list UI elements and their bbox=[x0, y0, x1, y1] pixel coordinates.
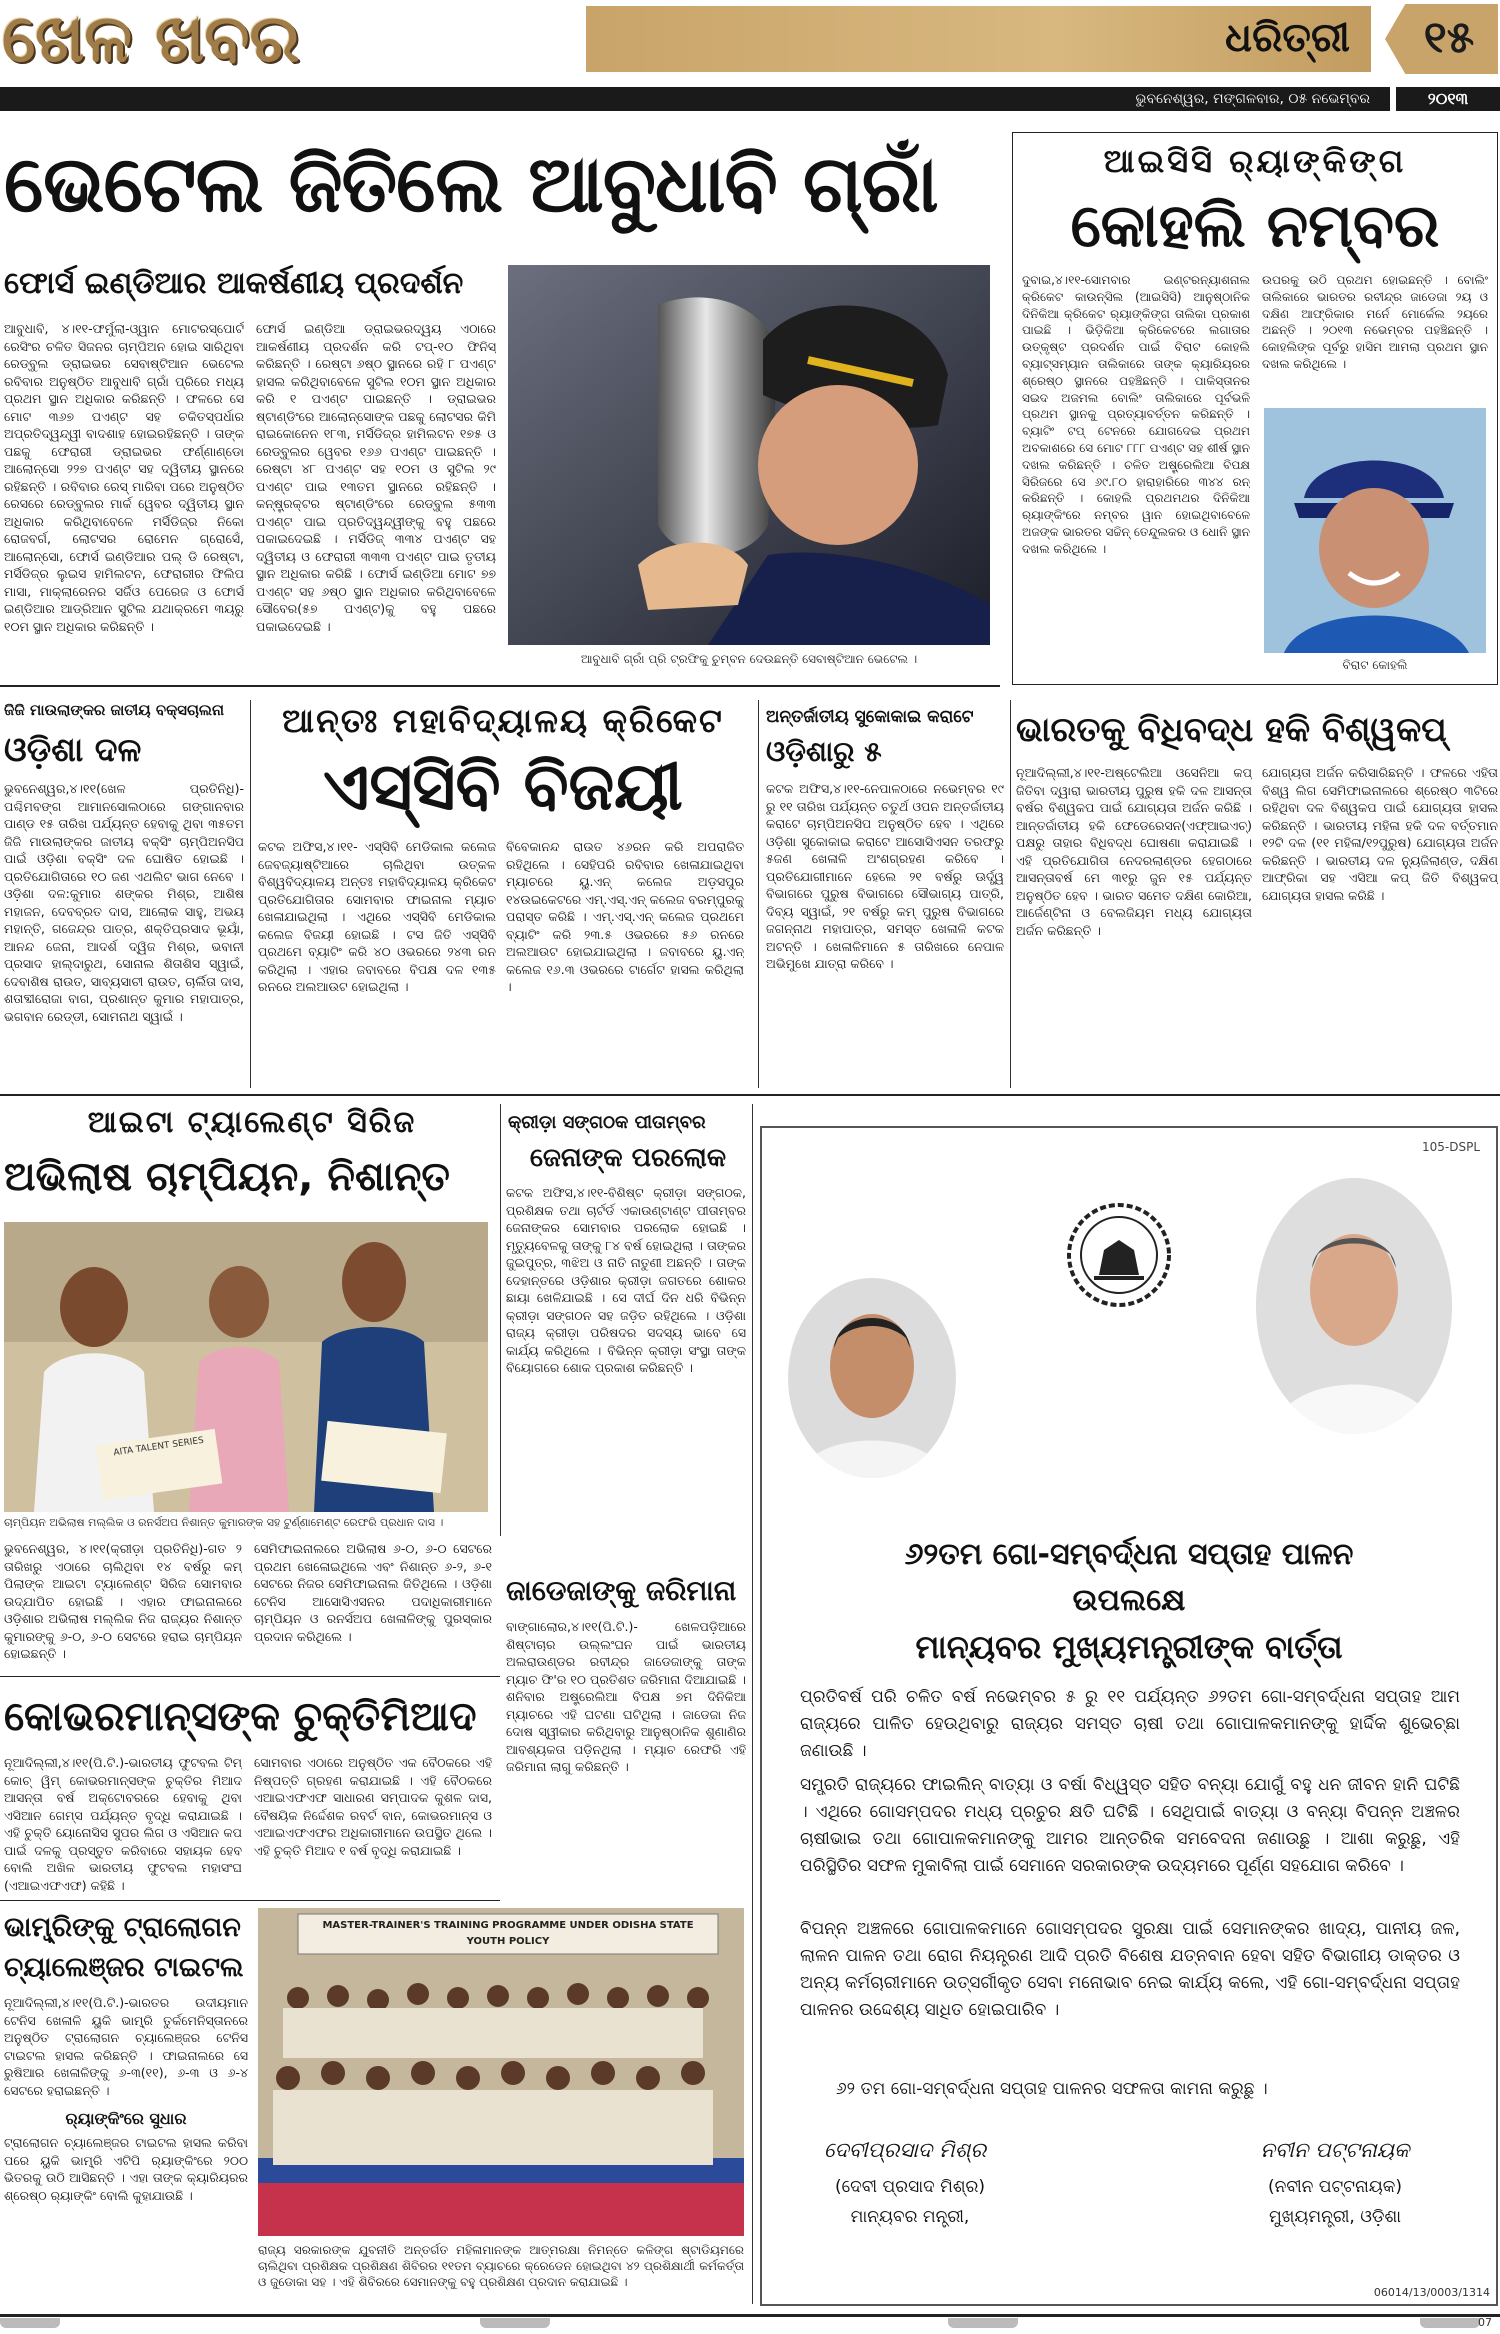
scb-body-left: କଟକ ଅଫିସ,୪।୧୧- ଏସ୍‌ସିବି ମେଡିକାଲ କଲେଜ ଜେବଜ୍ୟାଷ୍ଟିଆରେ ଚାଲିଥିବା ଉତ୍କଳ ବିଶ୍ୱବିଦ୍ୟାଳୟ ଅନ୍ତଃ ମହାବିଦ୍ୟାଳୟ କ୍ରିକେଟ ପ୍ରତିଯୋଗିତାର ସୋମବାର ଫାଇନାଲ ମ୍ୟାଚ ଖେଳାଯାଇଥିଲା । ଏଥିରେ ଏସ୍‌ସିବି ମେଡିକାଲ କଲେଜ ବିଜୟୀ ହୋଇଛି । ଟସ ଜିତି ଏସ୍‌ସିବି ପ୍ରଥମେ ବ୍ୟାଟିଂ କରି ୪୦ ଓଭରରେ ୨୪୩ ରନ କରିଥିଲା । ଏହାର ଜବାବରେ ବିପକ୍ଷ ଦଳ ୧୩୫ ରନରେ ଅଲଆଉଟ ହୋଇଥିଲା । bbox=[258, 839, 496, 994]
talent-kicker: ଆଇଟା ଟ୍ୟାଲେଣ୍ଟ ସିରିଜ bbox=[87, 1105, 417, 1140]
hockey-headline: ଭାରତକୁ ବିଧିବଦ୍ଧ ହକି ବିଶ୍ୱକପ୍ bbox=[1016, 710, 1447, 750]
bhambri-subhead: ର୍‍ୟାଙ୍କିଂରେ ସୁଧାର bbox=[65, 2109, 187, 2128]
bhambri-body: ନୂଆଦିଲ୍ଲୀ,୪।୧୧(ପି.ଟି.)-ଭାରତର ଉଦୀୟମାନ ଟେନିସ ଖେଳାଳି ୟୁକି ଭାମ୍ବ୍ରି ତୁର୍କମେନିସ୍ତାନରେ ଅନୁଷ୍ଠିତ ଟ୍ରାଲୋଗନ ଚ୍ୟାଲେଞ୍ଜର ଟେନିସ ଟାଇଟଲ ହାସଲ କରିଛନ୍ତି । ଫାଇନାଲରେ ସେ ରୁଷିଆର ଖେଳାଳିଙ୍କୁ ୬-୩(୧୧), ୬-୩ ଓ ୬-୪ ସେଟରେ ହରାଇଛନ୍ତି । bbox=[4, 1995, 248, 2098]
ad-sig-right-name: (ନବୀନ ପଟ୍ଟନାୟକ) bbox=[1268, 2177, 1402, 2197]
sports-org-kicker: କ୍ରୀଡ଼ା ସଙ୍ଗଠକ ପୀତାମ୍ବର bbox=[508, 1112, 706, 1133]
ad-para1: ପ୍ରତିବର୍ଷ ପରି ଚଳିତ ବର୍ଷ ନଭେମ୍ବର ୫ ରୁ ୧୧ ପର୍ଯ୍ୟନ୍ତ ୬୨ତମ ଗୋ-ସମ୍ବର୍ଦ୍ଧନା ସପ୍ତାହ ଆମ ରାଜ୍ୟରେ ପାଳିତ ହେଉଥିବାରୁ ରାଜ୍ୟର ସମସ୍ତ ଚାଷୀ ତଥା ଗୋପାଳକମାନଙ୍କୁ ହାର୍ଦ୍ଦିକ ଶୁଭେଚ୍ଛା ଜଣାଉଛି । bbox=[800, 1687, 1460, 1761]
talent-photo-caption: ଚାମ୍ପିୟନ ଅଭିଲାଷ ମଲ୍ଲିକ ଓ ରନର୍ସଅପ ନିଶାନ୍ତ କୁମାରଙ୍କ ସହ ଟୁର୍ଣ୍ଣାମେଣ୍ଟ ରେଫରି ପ୍ରଧାନ ଦାସ । bbox=[4, 1516, 444, 1529]
ad-footer-code: 06014/13/0003/1314 bbox=[1373, 2286, 1490, 2299]
paper-name: ଧରିତ୍ରୀ bbox=[1225, 14, 1350, 61]
year: ୨୦୧୩ bbox=[1427, 89, 1469, 108]
odisha-team-kicker: ଜିଜି ମାଉଲାଙ୍କର ଜାତୀୟ ବକ୍ସଚାଲନା bbox=[4, 701, 225, 719]
ad-sig-left-name: (ଦେବୀ ପ୍ରସାଦ ମିଶ୍ର) bbox=[834, 2177, 986, 2197]
sports-org-body: କଟକ ଅଫିସ,୪।୧୧-ବିଶିଷ୍ଟ କ୍ରୀଡ଼ା ସଙ୍ଗଠକ, ପ୍ରଶିକ୍ଷକ ତଥା ଚାର୍ଟର୍ଡ ଏକାଉଣ୍ଟାଣ୍ଟ ପୀତାମ୍ବର ଜେନାଙ୍କର ସୋମବାର ପରଲୋକ ହୋଇଛି । ମୃତ୍ୟୁବେଳକୁ ତାଙ୍କୁ ୮୪ ବର୍ଷ ହୋଇଥିଲା । ତାଙ୍କର ଜୁଇପୁତ୍ର, ୩ଝିଅ ଓ ନାତି ନାତୁଣୀ ଅଛନ୍ତି । ତାଙ୍କ ଦେହାନ୍ତରେ ଓଡ଼ିଶାର କ୍ରୀଡ଼ା ଜଗତରେ ଶୋକର ଛାୟା ଖେଳିଯାଇଛି । ସେ ଦୀର୍ଘ ଦିନ ଧରି ବିଭିନ୍ନ କ୍ରୀଡ଼ା ସଙ୍ଗଠନ ସହ ଜଡ଼ିତ ରହିଥିଲେ । ଓଡ଼ିଶା ରାଜ୍ୟ କ୍ରୀଡ଼ା ପରିଷଦର ସଦସ୍ୟ ଭାବେ ସେ କାର୍ଯ୍ୟ କରିଥିଲେ । ବିଭିନ୍ନ କ୍ରୀଡ଼ା ସଂସ୍ଥା ତାଙ୍କ ବିୟୋଗରେ ଶୋକ ପ୍ରକାଶ କରିଛନ୍ତି । bbox=[506, 1185, 746, 1375]
rule-v3 bbox=[1010, 700, 1011, 1088]
ad-line2: ଉପଲକ୍ଷେ bbox=[1072, 1583, 1186, 1618]
ad-emblem bbox=[1064, 1200, 1174, 1310]
footer-page-mark: 07 bbox=[1478, 2316, 1492, 2329]
kohli-body-right: ଉପରକୁ ଉଠି ପ୍ରଥମ ହୋଇଛନ୍ତି । ବୋଲିଂ ତାଲିକାରେ ଭାରତର ରବୀନ୍ଦ୍ର ଜାଡେଜା ୨ୟ ଓ ଦକ୍ଷିଣ ଆଫ୍ରିକାର ମର୍ନେ ମୋର୍କେଲ ୨ୟରେ ଅଛନ୍ତି । ୨୦୧୩ ନଭେମ୍ବର ପହଞ୍ଚିଛନ୍ତି । କୋହଲିଙ୍କ ପୂର୍ବରୁ ହାସିମ ଆମଲା ପ୍ରଥମ ସ୍ଥାନ ଦଖଲ କରିଥିଲେ । bbox=[1262, 273, 1488, 371]
jadeja-headline: ଜାଡେଜାଙ୍କୁ ଜରିମାନା bbox=[506, 1574, 737, 1607]
bhambri-headline-1: ଭାମ୍ବ୍ରିଙ୍କୁ ଟ୍ରାଲୋଗନ bbox=[4, 1912, 241, 1943]
training-photo bbox=[258, 1908, 744, 2236]
hockey-body-left: ନୂଆଦିଲ୍ଲୀ,୪।୧୧-ଅଷ୍ଟେଲିଆ ଓସେନିଆ କପ୍ ଜିତିବା ଦ୍ୱାରା ଭାରତୀୟ ପୁରୁଷ ହକି ଦଳ ଆସନ୍ତା ବର୍ଷର ବିଶ୍ୱକପ ପାଇଁ ଯୋଗ୍ୟତା ଅର୍ଜନ କରିଛି । ଆନ୍ତର୍ଜାତୀୟ ହକି ଫେଡେରେସନ(ଏଫ୍‌ଆଇଏଚ୍) ପକ୍ଷରୁ ତାହାର ବିଧିବଦ୍ଧ ଘୋଷଣା କରାଯାଇଛି । ଏହି ପ୍ରତିଯୋଗିତା ନେଦରଲାଣ୍ଡର ହେଗଠାରେ ଆସନ୍ତାବର୍ଷ ମେ ୩୧ରୁ ଜୁନ ୧୫ ପର୍ଯ୍ୟନ୍ତ ଅନୁଷ୍ଠିତ ହେବ । ଭାରତ ସମେତ ଦକ୍ଷିଣ କୋରିଆ, ଆର୍ଜେଣ୍ଟିନା ଓ ବେଲଜିୟମ ମଧ୍ୟ ଯୋଗ୍ୟତା ଅର୍ଜନ କରିଛନ୍ତି । bbox=[1016, 765, 1252, 938]
kohli-headline: କୋହଲି ନମ୍ବର bbox=[1070, 191, 1440, 261]
karate-body: କଟକ ଅଫିସ,୪।୧୧-ନେପାଳଠାରେ ନଭେମ୍ବର ୧୯ ରୁ ୧୧ ତାରିଖ ପର୍ଯ୍ୟନ୍ତ ଚତୁର୍ଥ ଓପନ ଅନ୍ତର୍ଜାତୀୟ କରାଟେ ଚାମ୍ପିଅନସିପ ଅନୁଷ୍ଠିତ ହେବ । ଏଥିରେ ଓଡ଼ିଶା ସୁକୋକାଇ କରାଟେ ଆସୋସିଏସନ ତରଫରୁ ୫ଜଣ ଖେଳାଳି ଅଂଶଗ୍ରହଣ କରିବେ । ପ୍ରତିଯୋଗୀମାନେ ହେଲେ ୨୧ ବର୍ଷରୁ ଊର୍ଦ୍ଧ୍ୱ ବିଭାଗରେ ପୁରୁଷ ବିଭାଗରେ ସୌଭାଗ୍ୟ ପାତ୍ରି, ଦିବ୍ୟ ସ୍ୱାଇଁ, ୨୧ ବର୍ଷରୁ କମ୍ ପୁରୁଷ ବିଭାଗରେ ଜଗନ୍ନାଥ ମହାପାତ୍ର, ସମସ୍ତ ଖେଳାଳି କଟକ ଅଟନ୍ତି । ଖେଳାଳିମାନେ ୫ ତାରିଖରେ ନେପାଳ ଅଭିମୁଖେ ଯାତ୍ରା କରିବେ । bbox=[766, 781, 1004, 971]
vettel-photo-svg bbox=[508, 265, 990, 645]
ad-photo-left-svg bbox=[788, 1278, 956, 1478]
scb-headline: ଏସ୍‌ସିବି ବିଜୟୀ bbox=[323, 748, 683, 825]
footer-tab-4 bbox=[1420, 2318, 1480, 2328]
training-photo-svg bbox=[258, 1908, 744, 2236]
talent-certificate-text: AITA TALENT SERIES bbox=[112, 1435, 205, 1459]
kohli-photo-svg bbox=[1264, 408, 1486, 653]
section-title bbox=[2, 0, 562, 78]
ad-photo-right bbox=[1256, 1178, 1452, 1434]
footer-tab-3 bbox=[948, 2318, 1018, 2328]
kohli-kicker: ଆଇସିସି ର୍‍ୟାଙ୍କିଙ୍ଗ bbox=[1103, 142, 1407, 180]
karate-kicker: ଅନ୍ତର୍ଜାତୀୟ ସୁକୋକାଇ କରାଟେ bbox=[766, 707, 974, 727]
talent-photo-svg bbox=[4, 1222, 488, 1512]
rule-vettel-bottom bbox=[0, 685, 1000, 687]
rule-v4 bbox=[500, 1104, 501, 1536]
bhambri-headline-2: ଚ୍ୟାଲେଞ୍ଜର ଟାଇଟଲ bbox=[4, 1952, 244, 1983]
goberman-body-right: ସୋମବାର ଏଠାରେ ଅନୁଷ୍ଠିତ ଏକ ବୈଠକରେ ଏହି ନିଷ୍ପତ୍ତି ଗ୍ରହଣ କରାଯାଇଛି । ଏହି ବୈଠକରେ ଏଆଇଏଫଏଫ ସାଧାରଣ ସମ୍ପାଦକ କୁଶଳ ଦାସ, ବୈଷୟିକ ନିର୍ଦ୍ଦେଶକ ରବର୍ଟ ବାନ, କୋଭରମାନ୍ସ ଓ ଏଆଇଏଫଏଫର ଅଧିକାରୀମାନେ ଉପସ୍ଥିତ ଥିଲେ । ଏହି ଚୁକ୍ତି ମିଆଦ ୧ ବର୍ଷ ବୃଦ୍ଧି କରାଯାଇଛି । bbox=[254, 1755, 492, 1858]
odisha-emblem-icon bbox=[1064, 1200, 1174, 1310]
kohli-photo bbox=[1264, 408, 1486, 653]
ad-photo-right-svg bbox=[1256, 1178, 1452, 1434]
ad-para3: ବିପନ୍ନ ଅଞ୍ଚଳରେ ଗୋପାଳକମାନେ ଗୋସମ୍ପଦର ସୁରକ୍ଷା ପାଇଁ ସେମାନଙ୍କର ଖାଦ୍ୟ, ପାନୀୟ ଜଳ, ଲାଳନ ପାଳନ ତଥା ରୋଗ ନିୟନ୍ତ୍ରଣ ଆଦି ପ୍ରତି ବିଶେଷ ଯତ୍ନବାନ ହେବା ସହିତ ବିଭାଗୀୟ ଡାକ୍ତର ଓ ଅନ୍ୟ କର୍ମଚାରୀମାନେ ଉତ୍ସର୍ଗୀକୃତ ସେବା ମନୋଭାବ ନେଇ କାର୍ଯ୍ୟ କଲେ, ଏହି ଗୋ-ସମ୍ବର୍ଦ୍ଧନା ସପ୍ତାହ ପାଳନର ଉଦ୍ଦେଶ୍ୟ ସାଧିତ ହୋଇପାରିବ । bbox=[800, 1919, 1460, 2020]
bhambri-body2: ଟ୍ରାଲୋଗନ ଚ୍ୟାଲେଞ୍ଜର ଟାଇଟଲ ହାସଲ କରିବା ପରେ ୟୁକି ଭାମ୍ବ୍ରି ଏଟିପି ର୍‍ୟାଙ୍କିଂରେ ୨୦୦ ଭିତରକୁ ଉଠି ଆସିଛନ୍ତି । ଏହା ତାଙ୍କ କ୍ୟାରିୟରର ଶ୍ରେଷ୍ଠ ର୍‍ୟାଙ୍କିଂ ବୋଲି କୁହାଯାଉଛି । bbox=[4, 2135, 248, 2203]
ad-para2: ସମ୍ପ୍ରତି ରାଜ୍ୟରେ ଫାଇଲିନ୍ ବାତ୍ୟା ଓ ବର୍ଷା ବିଧ୍ୱସ୍ତ ସହିତ ବନ୍ୟା ଯୋଗୁଁ ବହୁ ଧନ ଜୀବନ ହାନି ଘଟିଛି । ଏଥିରେ ଗୋସମ୍ପଦର ମଧ୍ୟ ପ୍ରଚୁର କ୍ଷତି ଘଟିଛି । ସେଥିପାଇଁ ବାତ୍ୟା ଓ ବନ୍ୟା ବିପନ୍ନ ଅଞ୍ଚଳର ଚାଷୀଭାଇ ତଥା ଗୋପାଳକମାନଙ୍କୁ ଆମର ଆନ୍ତରିକ ସମବେଦନା ଜଣାଉଛୁ । ଆଶା କରୁଛୁ, ଏହି ପରିସ୍ଥିତିର ସଫଳ ମୁକାବିଲା ପାଇଁ ସେମାନେ ସରକାରଙ୍କ ଉଦ୍ୟମରେ ପୂର୍ଣ୍ଣ ସହଯୋଗ କରିବେ । bbox=[800, 1775, 1460, 1876]
ad-photo-left bbox=[788, 1278, 956, 1478]
ad-signature-right: ନବୀନ ପଟ୍ଟନାୟକ bbox=[1260, 2138, 1410, 2162]
kohli-photo-caption: ବିରାଟ କୋହଲି bbox=[1342, 658, 1408, 672]
vettel-photo bbox=[508, 265, 990, 645]
sports-org-headline: ଜେନାଙ୍କ ପରଲୋକ bbox=[529, 1143, 727, 1173]
training-banner: MASTER-TRAINER'S TRAINING PROGRAMME UNDER ODISHA STATE YOUTH POLICY bbox=[322, 1920, 694, 1947]
training-caption: ରାଜ୍ୟ ସରକାରଙ୍କ ଯୁବନୀତି ଅନ୍ତର୍ଗତ ମହିଳାମାନଙ୍କ ଆତ୍ମରକ୍ଷା ନିମନ୍ତେ କଳିଙ୍ଗ ଷ୍ଟାଡିୟମରେ ଚାଲିଥିବା ପ୍ରଶିକ୍ଷକ ପ୍ରଶିକ୍ଷଣ ଶିବିରର ୧୧ତମ ବ୍ୟାଚରେ କ୍ରେଡେନ ହୋଇଥିବା ୪୨ ପ୍ରଶିକ୍ଷାର୍ଥୀ କର୍ମକର୍ତ୍ତା ଓ ଜୁଡୋକା ସହ । ଏହି ଶିବିରରେ ସେମାନଙ୍କୁ ବହୁ ପ୍ରଶିକ୍ଷଣ ପ୍ରଦାନ କରାଯାଇଛି । bbox=[258, 2243, 744, 2289]
rule-goberman-bottom bbox=[0, 1900, 500, 1901]
dateline: ଭୁବନେଶ୍ୱର, ମଙ୍ଗଳବାର, ୦୫ ନଭେମ୍ବର bbox=[1135, 91, 1370, 107]
ad-line1: ୬୨ତମ ଗୋ-ସମ୍ବର୍ଦ୍ଧନା ସପ୍ତାହ ପାଳନ bbox=[904, 1537, 1354, 1572]
scb-kicker: ଆନ୍ତଃ ମହାବିଦ୍ୟାଳୟ କ୍ରିକେଟ bbox=[282, 701, 724, 740]
rule-v5 bbox=[752, 1104, 753, 2304]
talent-body-left: ଭୁବନେଶ୍ୱର, ୪।୧୧(କ୍ରୀଡ଼ା ପ୍ରତିନିଧି)-ଗତ ୨ ତାରିଖରୁ ଏଠାରେ ଚାଲିଥିବା ୧୪ ବର୍ଷରୁ କମ୍ ପିଲାଙ୍କ ଆଇଟା ଟ୍ୟାଲେଣ୍ଟ ସିରିଜ ସୋମବାର ଉଦ୍‌ଯାପିତ ହୋଇଛି । ଏହାର ଫାଇନାଲରେ ଓଡ଼ିଶାର ଅଭିଲାଷ ମଲ୍ଲିକ ନିଜ ରାଜ୍ୟର ନିଶାନ୍ତ କୁମାରଙ୍କୁ ୬-୦, ୬-୦ ସେଟରେ ହରାଇ ଚାମ୍ପିୟନ ହୋଇଛନ୍ତି । bbox=[4, 1541, 242, 1661]
rule-v2 bbox=[758, 700, 759, 1088]
goberman-headline: କୋଭରମାନ୍ସଙ୍କ ଚୁକ୍ତିମିଆଦ bbox=[4, 1694, 477, 1740]
vettel-photo-caption: ଆବୁଧାବି ଗ୍ରାଁ ପ୍ରି ଟ୍ରଫିକୁ ଚୁମ୍ବନ ଦେଉଛନ୍ତି ସେବାଷ୍ଟିଆନ ଭେଟେଲ । bbox=[580, 652, 918, 666]
rule-footer bbox=[0, 2314, 1500, 2317]
rule-row2-bottom bbox=[0, 1094, 1500, 1096]
odisha-team-body: ଭୁବନେଶ୍ୱର,୪।୧୧(ଖେଳ ପ୍ରତିନିଧି)- ପଶ୍ଚିମବଙ୍ଗ ଆମାନସୋଲଠାରେ ଗଙ୍ଗାନବାର ପାଣ୍ଡ ୧୫ ତାରିଖ ପର୍ଯ୍ୟନ୍ତ ହେବାକୁ ଥିବା ୩୫ତମ ଜିଜି ମାଉଲାଙ୍କର ଜାତୀୟ ବକ୍ସିଂ ଚାମ୍ପିଅନସିପ ପାଇଁ ଓଡ଼ିଶା ବକ୍ସିଂ ଦଳ ଘୋଷିତ ହୋଇଛି । ପ୍ରତିଯୋଗିତାରେ ୧୦ ଜଣ ଏଥଲିଟ ଭାଗ ନେବେ । ଓଡ଼ିଶା ଦଳ:କୁମାର ଶଙ୍କର ମିଶ୍ର, ଆଶିଷ ମହାଜନ, ଦେବବ୍ରତ ଦାସ, ଆଲୋକ ସାହୁ, ଅଭୟ ମହାନ୍ତି, ଗଜେନ୍ଦ୍ର ପାତ୍ର, ଶକ୍ତିପ୍ରସାଦ ଭୂୟାଁ, ଆନନ୍ଦ ଜେନା, ଆଦର୍ଶ ଦ୍ୱିଜ ମିଶ୍ର, ଭବାନୀ ପ୍ରସାଦ ହାଲ୍ଦାରୁଥ, ସୋନାଲ ଶିତାଶିସ ସ୍ୱାଇଁ, ଦେବାଶିଷ ରାଉତ, ସାବ୍ୟସାଚୀ ରାଉତ, ଚାର୍ଲିତା ଦାସ, ଶତାବ୍ଦୀରୋଜା ବାଗ, ପ୍ରଶାନ୍ତ କୁମାର ମହାପାତ୍ର, ଭଗବାନ ରେଡ୍ଡୀ, ସୋମନାଥ ସ୍ୱାଇଁ । bbox=[4, 781, 244, 1024]
ad-sig-left-title: ମାନ୍ୟବର ମନ୍ତ୍ରୀ, bbox=[850, 2207, 970, 2227]
vettel-subhead: ଫୋର୍ସ ଇଣ୍ଡିଆର ଆକର୍ଷଣୀୟ ପ୍ରଦର୍ଶନ bbox=[4, 266, 464, 301]
ad-para4: ୬୨ ତମ ଗୋ-ସମ୍ବର୍ଦ୍ଧନା ସପ୍ତାହ ପାଳନର ସଫଳତା କାମନା କରୁଛୁ । bbox=[836, 2079, 1268, 2099]
vettel-body-right: ଫୋର୍ସ ଇଣ୍ଡିଆ ଡ୍ରାଇଭରଦ୍ୱୟ ଏଠାରେ ଆକର୍ଷଣୀୟ ପ୍ରଦର୍ଶନ କରି ଟପ୍-୧୦ ଫିନିସ୍ କରିଛନ୍ତି । ରେଷ୍ଟା ୬ଷ୍ଠ ସ୍ଥାନରେ ରହି ୮ ପଏଣ୍ଟ ହାସଲ କରିଥିବାବେଳେ ସୁଟିଲ ୧୦ମ ସ୍ଥାନ ଅଧିକାର କରି ୧ ପଏଣ୍ଟ ପାଇଛନ୍ତି । ଡ୍ରାଇଭର ଷ୍ଟାଣ୍ଡିଂରେ ଆଲୋନ୍ସୋଙ୍କ ପଛକୁ ଲୋଟସର କିମି ରାଇକୋନେନ ୧୮୩, ମର୍ସିଡିଜ୍‌ର ହାମିଲଟନ ୧୭୫ ଓ ରେଡ୍‌ବୁଲର ୱେବର ୧୬୬ ପଏଣ୍ଟ ପାଇଛନ୍ତି । ରେଷ୍ଟା ୪୮ ପଏଣ୍ଟ ସହ ୧୦ମ ଓ ସୁଟିଲ ୨୯ ପଏଣ୍ଟ ପାଇ ୧୩ତମ ସ୍ଥାନରେ ରହିଛନ୍ତି । କନ୍‌ଷ୍ଟ୍ରକ୍‌ଟର ଷ୍ଟାଣ୍ଡିଂରେ ରେଡ୍‌ବୁଲ ୫୩୩ ପଏଣ୍ଟ ପାଇ ପ୍ରତିଦ୍ୱନ୍ଦ୍ୱୀଙ୍କୁ ବହୁ ପଛରେ ପକାଇଦେଇଛି । ମର୍ସିଡିଜ୍ ୩୩୪ ପଏଣ୍ଟ ସହ ଦ୍ୱିତୀୟ ଓ ଫେରାରୀ ୩୩୩ ପଏଣ୍ଟ ପାଇ ତୃତୀୟ ସ୍ଥାନ ଅଧିକାର କରିଛି । ଫୋର୍ସ ଇଣ୍ଡିଆ ମୋଟ ୭୭ ପଏଣ୍ଟ ସହ ୬ଷ୍ଠ ସ୍ଥାନ ଅଧିକାର କରିଥିବାବେଳେ ସୌବେର(୫୭ ପଏଣ୍ଟ)କୁ ବହୁ ପଛରେ ପକାଇଦେଇଛି । bbox=[256, 321, 496, 634]
talent-photo bbox=[4, 1222, 488, 1512]
scb-body-right: ବିବେକାନନ୍ଦ ରାଉତ ୪୬ରନ କରି ଅପରାଜିତ ରହିଥିଲେ । ସେହିପରି ରବିବାର ଖେଳାଯାଇଥିବା ମ୍ୟାଚରେ ୟୁ.ଏନ୍ କଲେଜ ଅଡ଼ସପୁର ୧୪ଉଇକେଟରେ ଏମ୍.ଏସ୍.ଏନ୍ କଲେଜ ବରମ୍ପୁରକୁ ପରାସ୍ତ କରିଛି । ଏମ୍.ଏସ୍.ଏନ୍ କଲେଜ ପ୍ରଥମେ ବ୍ୟାଟିଂ କରି ୨୩.୫ ଓଭରରେ ୫୬ ରନରେ ଅଲଆଉଟ ହୋଇଯାଇଥିଲା । ଜବାବରେ ୟୁ.ଏନ୍ କଲେଜ ୧୬.୩ ଓଭରରେ ଟାର୍ଗେଟ ହାସଲ କରିଥିଲା । bbox=[506, 839, 744, 994]
talent-headline: ଅଭିଲାଷ ଚାମ୍ପିୟନ, ନିଶାନ୍ତ bbox=[4, 1154, 450, 1200]
page-number: ୧୫ bbox=[1423, 12, 1475, 63]
talent-body-right: ସେମିଫାଇନାଲରେ ଅଭିଲାଷ ୬-୦, ୬-୦ ସେଟରେ ପ୍ରଥମ ଖେଳୋଇଥିଲେ ଏବଂ ନିଶାନ୍ତ ୬-୨, ୬-୧ ସେଟରେ ନିଜର ସେମିଫାଇନାଲ ଜିତିଥିଲେ । ଓଡ଼ିଶା ଟେନିସ ଆସୋସିଏସନର ପଦାଧିକାରୀମାନେ ଚାମ୍ପିୟନ ଓ ରନର୍ସଅପ ଖେଳାଳିଙ୍କୁ ପୁରସ୍କାର ପ୍ରଦାନ କରିଥିଲେ । bbox=[254, 1541, 492, 1644]
footer-tab-1 bbox=[0, 2318, 60, 2328]
ad-signature-left: ଦେବୀପ୍ରସାଦ ମିଶ୍ର bbox=[823, 2138, 987, 2162]
hockey-body-right: ଯୋଗ୍ୟତା ଅର୍ଜନ କରିସାରିଛନ୍ତି । ଫଳରେ ଏହିତା ବିଶ୍ୱ ଲିଗ ସେମିଫାଇନାଲରେ ଶ୍ରେଷ୍ଠ ୩ଟିରେ ରହିଥିବା ଦଳ ବିଶ୍ୱକପ ପାଇଁ ଯୋଗ୍ୟତା ହାସଲ କରିଛନ୍ତି । ଭାରତୀୟ ମହିଳା ହକି ଦଳ ବର୍ତ୍ତମାନ ୧୨ଟି ଦଳ (୧୧ ମହିଳା/୧୨ପୁରୁଷ) ଯୋଗ୍ୟତା ଅର୍ଜନ କରିଛନ୍ତି । ଭାରତୀୟ ଦଳ ନ୍ୟୁଜିଲାଣ୍ଡ, ଦକ୍ଷିଣ ଆଫ୍ରିକା ସହ ଏସିଆ କପ୍ ଜିତି ବିଶ୍ୱକପ୍ ଯୋଗ୍ୟତା ହାସଲ କରିଛି । bbox=[1262, 765, 1498, 903]
footer-tab-2 bbox=[480, 2318, 550, 2328]
karate-headline: ଓଡ଼ିଶାରୁ ୫ bbox=[766, 735, 882, 768]
kohli-body-left: ଦୁବାଇ,୪।୧୧-ସୋମବାର ଇଣ୍ଟରନ୍ୟାଶନାଲ କ୍ରିକେଟ କାଉନ୍‌ସିଲ (ଆଇସିସି) ଆନୁଷ୍ଠାନିକ ଦିନିକିଆ କ୍ରିକେଟ ର୍‍ୟାଙ୍କିଙ୍ଗ ତାଲିକା ପ୍ରକାଶ ପାଇଛି । ଭିଡ଼ିକିଆ କ୍ରିକେଟରେ ଲଗାତାର ଉତ୍କୃଷ୍ଟ ପ୍ରଦର୍ଶନ ପାଇଁ ବିରାଟ କୋହଲି ବ୍ୟାଟ୍‌ସମ୍ୟାନ ତାଲିକାରେ ତାଙ୍କ କ୍ୟାରିୟରର ଶ୍ରେଷ୍ଠ ସ୍ଥାନରେ ପହଞ୍ଚିଛନ୍ତି । ପାକିସ୍ତାନର ସଇଦ ଅଜମଲ ବୋଲିଂ ତାଲିକାରେ ପୂର୍ବଭଳି ପ୍ରଥମ ସ୍ଥାନକୁ ପ୍ରତ୍ୟାବର୍ତ୍ତନ କରିଛନ୍ତି । ବ୍ୟାଟିଂ ଟପ୍ ଟେନରେ ଯୋଗଦେଇ ପ୍ରଥମ ଅବକାଶରେ ସେ ମୋଟ ୮୮୮ ପଏଣ୍ଟ ସହ ଶୀର୍ଷ ସ୍ଥାନ ଦଖଲ କରିଛନ୍ତି । ଚଳିତ ଅଷ୍ଟ୍ରେଲିଆ ବିପକ୍ଷ ସିରିଜରେ ସେ ୬୯.୮୦ ହାରାହାରିରେ ୩୪୪ ରନ୍ କରିଛନ୍ତି । କୋହଲି ପ୍ରଥମଥର ଦିନିକିଆ ର୍‍ୟାଙ୍କିଂରେ ନମ୍ବର ୱାନ ହୋଇଥିବାବେଳେ ଅଜଙ୍କ ଭାରତର ସଚ୍ଚିନ୍ ତେନ୍ଦୁଲକର ଓ ଧୋନି ସ୍ଥାନ ଦଖଲ କରିଥିଲେ । bbox=[1022, 273, 1250, 556]
ad-line3: ମାନ୍ୟବର ମୁଖ୍ୟମନ୍ତ୍ରୀଙ୍କ ବାର୍ତ୍ତା bbox=[915, 1628, 1343, 1666]
rule-v1 bbox=[250, 700, 251, 1088]
jadeja-body: ବାଙ୍ଗାଲୋର,୪।୧୧(ପି.ଟି.)- ଖେଳପଡ଼ିଆରେ ଶିଷ୍ଟାଚାର ଉଲ୍ଲଂଘନ ପାଇଁ ଭାରତୀୟ ଅଲରାଉଣ୍ଡର ରବୀନ୍ଦ୍ର ଜାଡେଜାଙ୍କୁ ତାଙ୍କ ମ୍ୟାଚ ଫି'ର ୧୦ ପ୍ରତିଶତ ଜରିମାନା ଦିଆଯାଇଛି । ଶନିବାର ଅଷ୍ଟ୍ରେଲିଆ ବିପକ୍ଷ ୭ମ ଦିନିକିଆ ମ୍ୟାଚରେ ଏହି ଘଟଣା ଘଟିଥିଲା । ଜାଡେଜା ନିଜ ଦୋଷ ସ୍ୱୀକାର କରିଥିବାରୁ ଆନୁଷ୍ଠାନିକ ଶୁଣାଣିର ଆବଶ୍ୟକତା ପଡ଼ିନଥିଲା । ମ୍ୟାଚ ରେଫରି ଏହି ଜରିମାନା ଲାଗୁ କରିଛନ୍ତି । bbox=[506, 1619, 746, 1774]
rule-talent-bottom bbox=[0, 1676, 500, 1677]
odisha-team-headline: ଓଡ଼ିଶା ଦଳ bbox=[4, 730, 142, 769]
ad-code: 105-DSPL bbox=[1421, 1140, 1480, 1154]
vettel-body-left: ଆବୁଧାବି, ୪।୧୧-ଫର୍ମୁଲା-ଓ୍ୱାନ ମୋଟରସ୍ପୋର୍ଟ ରେସିଂର ଚଳିତ ସିଜନର ଚାମ୍ପିଅନ ହୋଇ ସାରିଥିବା ରେଡ୍‌ବୁଲ ଡ୍ରାଇଭର ସେବାଷ୍ଟିଆନ ଭେଟେଲ ରବିବାର ଅନୁଷ୍ଠିତ ଆବୁଧାବି ଗ୍ରାଁ ପ୍ରିରେ ମଧ୍ୟ ପ୍ରଥମ ସ୍ଥାନ ଅଧିକାର କରିଛନ୍ତି । ଫଳରେ ସେ ମୋଟ ୩୬୭ ପଏଣ୍ଟ ସହ ଚକିତସ୍ପର୍ଧାର ଅପ୍ରତିଦ୍ୱନ୍ଦ୍ୱୀ ବାଦଶାହ ହୋଇରହିଛନ୍ତି । ତାଙ୍କ ପଛକୁ ଫେରାରୀ ଡ୍ରାଇଭର ଫର୍ଣ୍ଣାଣ୍ଡୋ ଆଲୋନ୍ସୋ ୨୨୭ ପଏଣ୍ଟ ସହ ଦ୍ୱିତୀୟ ସ୍ଥାନରେ ରହିଛନ୍ତି । ରବିବାର ରେସ୍‌ ମାରିବା ପରେ ଅନୁଷ୍ଠିତ ରେସରେ ରେଡ୍‌ବୁଲର ମାର୍କ ୱେବର ଦ୍ୱିତୀୟ ସ୍ଥାନ ଅଧିକାର କରିଥିବାବେଳେ ମର୍ସିଡିଜ୍‌ର ନିକୋ ରୋଜବର୍ଗ, ଲୋଟସର ରୋମେନ ଗ୍ରୋସେଁ, ଆଲୋନ୍ସୋ, ଫୋର୍ସ ଇଣ୍ଡିଆର ପଲ୍ ଡି ରେଷ୍ଟା, ମର୍ସିଡିଜ୍‌ର ଲୁଇସ ହାମିଲଟନ, ଫେରାରୀର ଫିଲିପ ମାସା, ମାକ୍‌ଲାରେନର ସର୍ଜିଓ ପେରେଜ ଓ ଫୋର୍ସ ଇଣ୍ଡିଆର ଆଡ୍ରିଆନ ସୁଟିଲ ଯଥାକ୍ରମେ ୩ୟରୁ ୧୦ମ ସ୍ଥାନ ଅଧିକାର କରିଛନ୍ତି । bbox=[4, 321, 244, 634]
section-title-text: ଖେଳ ଖବର bbox=[2, 0, 300, 77]
goberman-body-left: ନୂଆଦିଲ୍ଲୀ,୪।୧୧(ପି.ଟି.)-ଭାରତୀୟ ଫୁଟବଲ ଟିମ୍ କୋଚ୍ ୱିମ୍ କୋଭରମାନ୍ସଙ୍କ ଚୁକ୍ତିର ମିଆଦ ଆସନ୍ତା ବର୍ଷ ଅକ୍ଟୋବରରେ ହେବାକୁ ଥିବା ଏସିଆନ ଗେମ୍ସ ପର୍ଯ୍ୟନ୍ତ ବୃଦ୍ଧି କରାଯାଇଛି । ଏହି ଚୁକ୍ତି ୟୋନୋସିସ ସୁପର ଲିଗ ଓ ଏସିଆନ କପ ପାଇଁ ଦଳକୁ ପ୍ରସ୍ତୁତ କରିବାରେ ସହାୟକ ହେବ ବୋଲି ଅଖିଳ ଭାରତୀୟ ଫୁଟବଲ ମହାସଂଘ (ଏଆଇଏଫଏଫ) କହିଛି । bbox=[4, 1755, 242, 1893]
vettel-headline: ଭେଟେଲ ଜିତିଲେ ଆବୁଧାବି ଗ୍ରାଁ bbox=[4, 140, 938, 230]
ad-sig-right-title: ମୁଖ୍ୟମନ୍ତ୍ରୀ, ଓଡ଼ିଶା bbox=[1268, 2207, 1402, 2227]
